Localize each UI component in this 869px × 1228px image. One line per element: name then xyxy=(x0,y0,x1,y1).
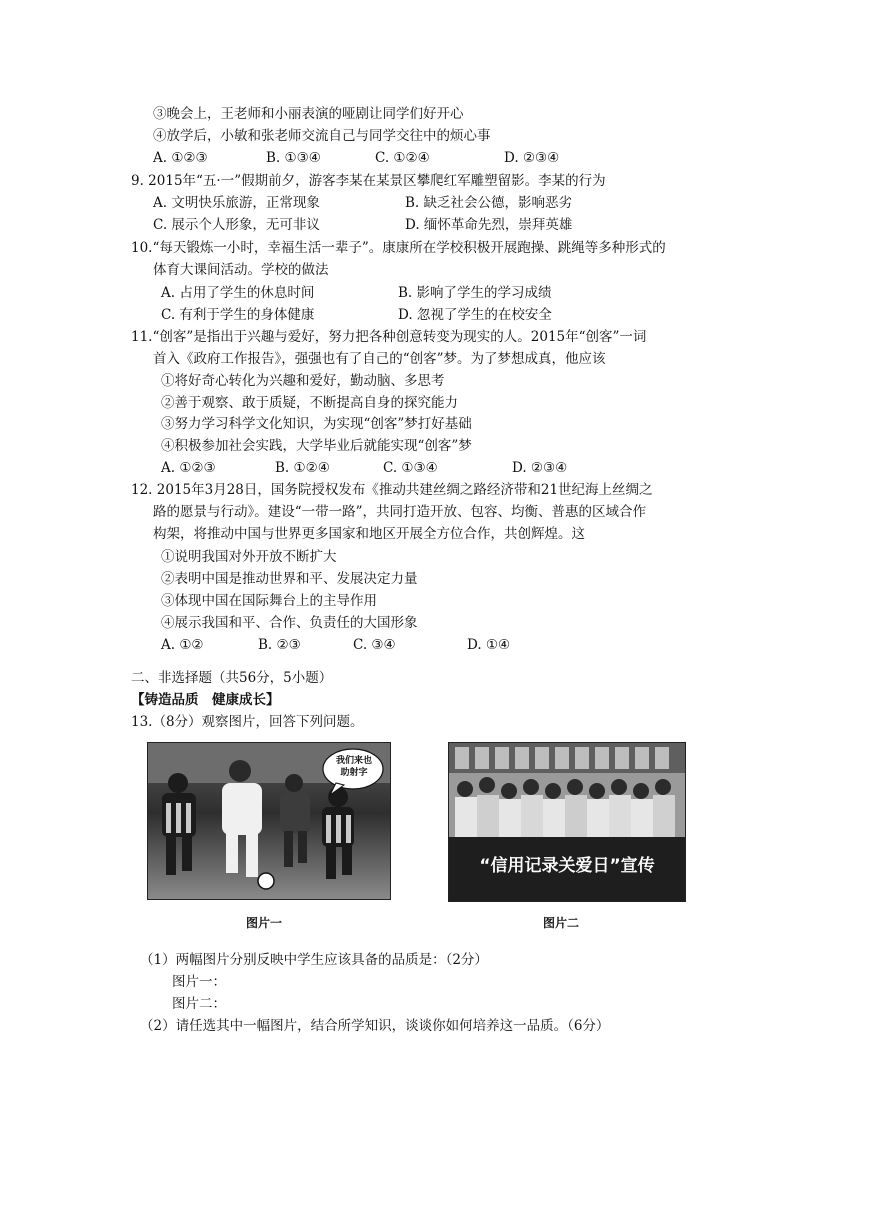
q11-item-4: ④积极参加社会实践，大学毕业后就能实现“创客”梦 xyxy=(161,438,472,454)
q13-sub2: （2）请任选其中一幅图片，结合所学知识，谈谈你如何培养这一品质。（6分） xyxy=(140,1018,610,1034)
q12-stem-line3: 构架，将推动中国与世界更多国家和地区开展全方位合作，共创辉煌。这 xyxy=(153,526,585,542)
q12-item-2: ②表明中国是推动世界和平、发展决定力量 xyxy=(161,571,418,587)
q10-stem-line2: 体育大课间活动。学校的做法 xyxy=(153,262,329,278)
speech-bubble-text xyxy=(328,755,380,779)
bubble-line-2: 助射字 xyxy=(340,768,368,778)
q8-option-a: A. ①②③ xyxy=(153,150,208,166)
q13-stem: 13.（8分）观察图片，回答下列问题。 xyxy=(131,714,364,730)
q8-item-4: ④放学后，小敏和张老师交流自己与同学交往中的烦心事 xyxy=(153,128,491,144)
q11-item-3: ③努力学习科学文化知识，为实现“创客”梦打好基础 xyxy=(161,416,472,432)
q11-stem-line1: 11.“创客”是指出于兴趣与爱好，努力把各种创意转变为现实的人。2015年“创客”一词 xyxy=(131,329,647,345)
q9-option-d: D. 缅怀革命先烈，崇拜英雄 xyxy=(405,217,573,233)
q13-sub1-answer-photo2: 图片二： xyxy=(172,996,226,1012)
q12-option-b: B. ②③ xyxy=(258,637,301,653)
q10-option-c: C. 有利于学生的身体健康 xyxy=(161,307,315,323)
photo2-caption: 图片二 xyxy=(543,916,580,930)
q11-option-b: B. ①②④ xyxy=(275,460,330,476)
q9-stem: 9. 2015年“五·一”假期前夕，游客李某在某景区攀爬红军雕塑留影。李某的行为 xyxy=(131,173,606,189)
q12-item-3: ③体现中国在国际舞台上的主导作用 xyxy=(161,593,377,609)
q11-option-a: A. ①②③ xyxy=(161,460,216,476)
section2-subtitle: 【铸造品质 健康成长】 xyxy=(131,692,280,708)
q11-option-d: D. ②③④ xyxy=(512,460,568,476)
q12-option-a: A. ①② xyxy=(161,637,204,653)
q13-sub1-answer-photo1: 图片一： xyxy=(172,974,226,990)
q8-item-3: ③晚会上，王老师和小丽表演的哑剧让同学们好开心 xyxy=(153,106,464,122)
campaign-photo-image xyxy=(449,743,685,901)
q9-option-c: C. 展示个人形象，无可非议 xyxy=(153,217,320,233)
q8-option-d: D. ②③④ xyxy=(504,150,560,166)
q11-item-1: ①将好奇心转化为兴趣和爱好，勤动脑、多思考 xyxy=(161,373,445,389)
q11-stem-line2: 首入《政府工作报告》，强强也有了自己的“创客”梦。为了梦想成真，他应该 xyxy=(153,351,606,367)
q10-option-d: D. 忽视了学生的在校安全 xyxy=(398,307,552,323)
q10-option-a: A. 占用了学生的休息时间 xyxy=(161,285,315,301)
q12-option-c: C. ③④ xyxy=(353,637,396,653)
q11-item-2: ②善于观察、敢于质疑，不断提高自身的探究能力 xyxy=(161,395,458,411)
q9-option-b: B. 缺乏社会公德，影响恶劣 xyxy=(405,195,573,211)
photo1-caption: 图片一 xyxy=(246,916,283,930)
q12-item-4: ④展示我国和平、合作、负责任的大国形象 xyxy=(161,615,418,631)
q9-option-a: A. 文明快乐旅游，正常现象 xyxy=(153,195,320,211)
q8-option-c: C. ①②④ xyxy=(375,150,430,166)
q12-stem-line1: 12. 2015年3月28日，国务院授权发布《推动共建丝绸之路经济带和21世纪海上丝绸之 xyxy=(131,482,653,498)
photo-credit-campaign xyxy=(448,742,686,902)
q12-item-1: ①说明我国对外开放不断扩大 xyxy=(161,549,337,565)
campaign-banner-text: “信用记录关爱日”宣传 xyxy=(479,856,655,876)
photo-soccer xyxy=(147,742,391,900)
q12-stem-line2: 路的愿景与行动》。建设“一带一路”，共同打造开放、包容、均衡、普惠的区域合作 xyxy=(153,504,647,520)
q10-option-b: B. 影响了学生的学习成绩 xyxy=(398,285,552,301)
q10-stem-line1: 10.“每天锻炼一小时，幸福生活一辈子”。康康所在学校积极开展跑操、跳绳等多种形式的 xyxy=(131,240,666,256)
section2-title: 二、非选择题（共56分，5小题） xyxy=(131,670,333,686)
q8-option-b: B. ①③④ xyxy=(266,150,321,166)
q13-sub1: （1）两幅图片分别反映中学生应该具备的品质是：（2分） xyxy=(140,952,488,968)
bubble-line-1: 我们来也 xyxy=(335,756,372,766)
q11-option-c: C. ①③④ xyxy=(383,460,438,476)
q12-option-d: D. ①④ xyxy=(467,637,511,653)
soccer-ball-icon xyxy=(258,873,274,889)
